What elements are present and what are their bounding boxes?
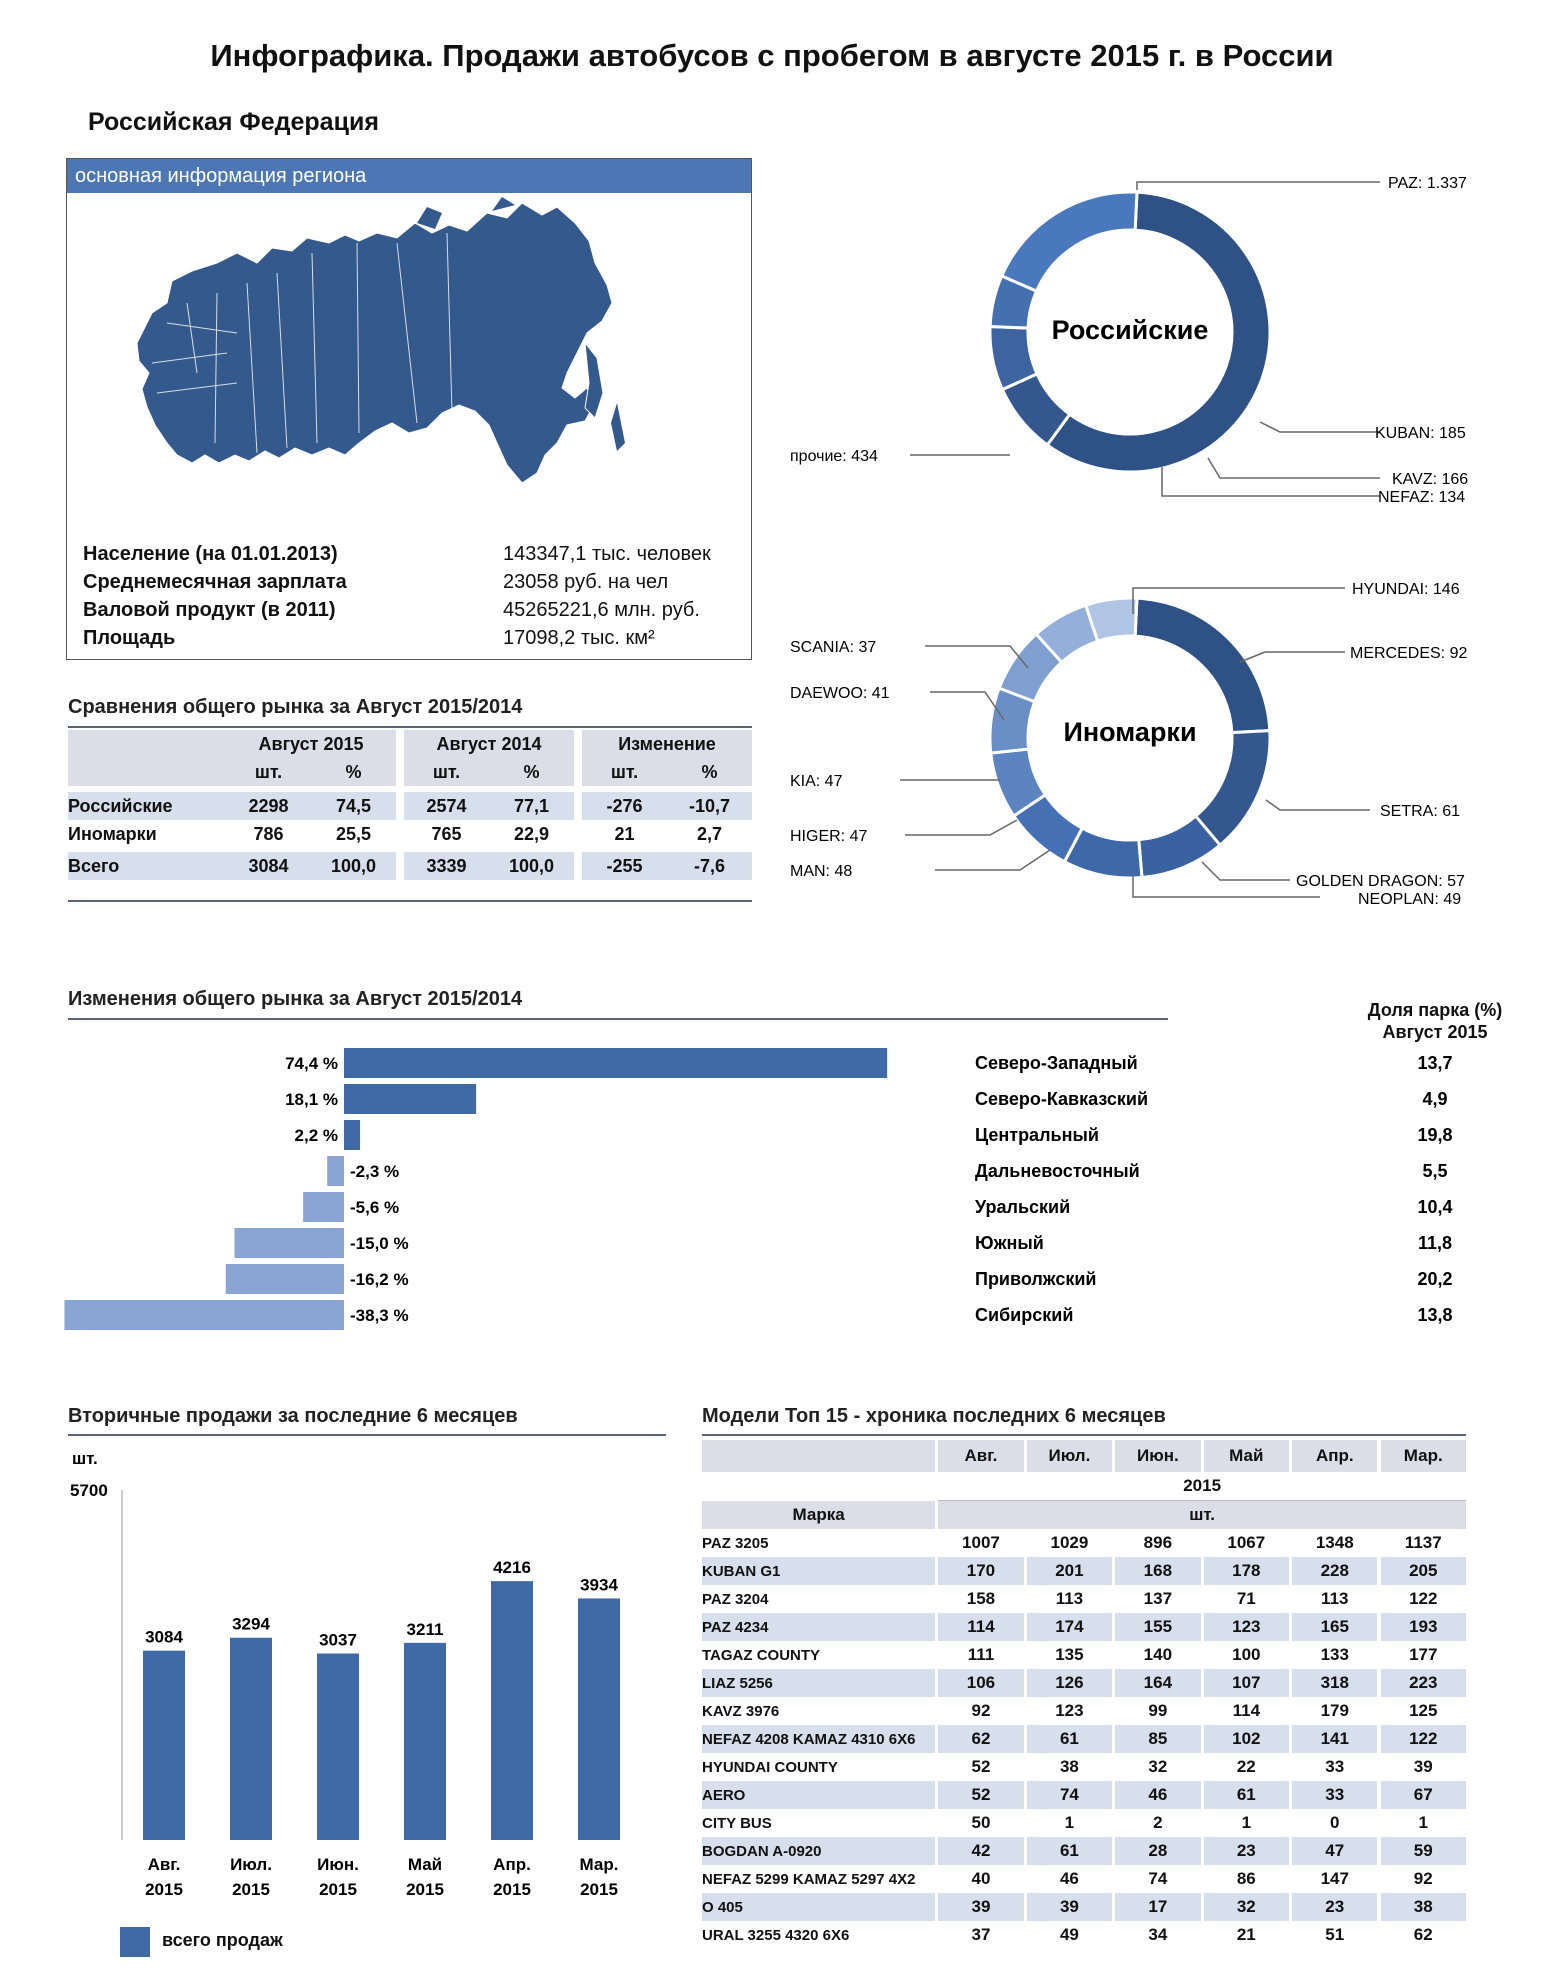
- top15-row: [702, 1529, 1466, 1557]
- comparison-cell: 3084: [248, 855, 289, 876]
- comparison-sub-pct: %: [701, 761, 718, 782]
- top15-cell: 17: [1115, 1893, 1200, 1921]
- top15-brand-header: Марка: [792, 1505, 845, 1524]
- top15-cell: 2: [1153, 1813, 1163, 1832]
- comparison-bottom-line: [68, 900, 752, 902]
- top15-cell: 205: [1381, 1557, 1467, 1585]
- top15-cell: 61: [1027, 1725, 1112, 1753]
- donut-label-kia: KIA: 47: [790, 773, 843, 790]
- top15-cell: 113: [1321, 1589, 1349, 1608]
- comparison-row: [68, 820, 752, 848]
- top15-cell: 133: [1320, 1645, 1349, 1664]
- donut-label-higer: HIGER: 47: [790, 828, 868, 845]
- top15-month: Май: [1229, 1446, 1264, 1465]
- top15-cell: 140: [1143, 1645, 1173, 1664]
- donut-label-setra: SETRA: 61: [1380, 803, 1461, 820]
- leader-line: [1202, 862, 1290, 880]
- top15-cell: 49: [1059, 1925, 1079, 1944]
- comparison-cell: 2298: [248, 795, 289, 816]
- comparison-cell: 25,5: [335, 823, 372, 844]
- donut-russian: [780, 170, 1520, 530]
- sales-year-label: 2015: [319, 1880, 357, 1899]
- top15-cell: 0: [1330, 1813, 1340, 1832]
- region-bar: [344, 1048, 887, 1078]
- top15-cell: 137: [1143, 1589, 1173, 1608]
- top15-cell: 42: [938, 1837, 1023, 1865]
- top15-cell: 201: [1027, 1557, 1112, 1585]
- top15-cell: 135: [1055, 1645, 1084, 1664]
- legend-label: всего продаж: [162, 1930, 283, 1950]
- top15-cell: 107: [1204, 1669, 1289, 1697]
- donut-label-nefaz: NEFAZ: 134: [1378, 489, 1466, 506]
- region-share: 13,8: [1417, 1305, 1453, 1325]
- region-name: Северо-Кавказский: [975, 1089, 1149, 1109]
- info-label-area: Площадь: [83, 627, 176, 649]
- region-bar-label: 18,1 %: [285, 1090, 338, 1109]
- comparison-group-change: Изменение: [618, 733, 716, 754]
- top15-cell: 61: [1027, 1837, 1112, 1865]
- comparison-sub-pct: %: [523, 761, 540, 782]
- comparison-divider: [68, 726, 752, 728]
- donut-slice: [1002, 192, 1137, 291]
- comparison-cell: 74,5: [335, 795, 372, 816]
- top15-row: [702, 1865, 1466, 1893]
- top15-cell: 193: [1381, 1613, 1467, 1641]
- top15-cell: 170: [938, 1557, 1023, 1585]
- sales-month-label: Апр.: [493, 1855, 531, 1874]
- top15-row: [702, 1641, 1466, 1669]
- top15-cell: 114: [938, 1613, 1023, 1641]
- sales-value-label: 3934: [580, 1575, 618, 1595]
- top15-cell: 896: [1143, 1533, 1173, 1552]
- donut-label-golden-dragon: GOLDEN DRAGON: 57: [1296, 873, 1465, 890]
- comparison-cell: 100,0: [508, 855, 555, 876]
- donut-label-paz: PAZ: 1.337: [1388, 175, 1467, 192]
- regional-bar-chart: [60, 1040, 1530, 1340]
- info-value-population: 143347,1 тыс. человек: [503, 543, 711, 565]
- sales-year-label: 2015: [493, 1880, 531, 1899]
- region-title: Российская Федерация: [88, 108, 379, 136]
- top15-cell: 40: [971, 1869, 991, 1888]
- sales-y-tick: 5700: [70, 1481, 108, 1500]
- top15-cell: 100: [1232, 1645, 1261, 1664]
- donut-label-other: прочие: 434: [790, 448, 878, 465]
- donut-label-daewoo: DAEWOO: 41: [790, 685, 890, 702]
- sales-bar: [491, 1581, 533, 1840]
- sales-bar: [317, 1654, 359, 1840]
- region-bar-label: -38,3 %: [350, 1306, 409, 1325]
- donut-imports-center: Иномарки: [1063, 717, 1197, 747]
- top15-cell: 158: [966, 1589, 996, 1608]
- region-share: 13,7: [1417, 1053, 1453, 1073]
- top15-cell: 164: [1115, 1669, 1200, 1697]
- top15-cell: 47: [1292, 1837, 1377, 1865]
- top15-cell: 46: [1059, 1869, 1079, 1888]
- comparison-cell: 2574: [426, 795, 467, 816]
- sales-title: Вторичные продажи за последние 6 месяцев: [68, 1405, 518, 1427]
- sales-bar: [578, 1598, 620, 1840]
- leader-line: [1162, 467, 1380, 496]
- top15-cell: 113: [1055, 1589, 1084, 1608]
- sales-month-label: Мар.: [579, 1855, 619, 1874]
- region-bar: [327, 1156, 344, 1186]
- sales-y-label: шт.: [72, 1449, 98, 1468]
- top15-cell: 86: [1236, 1869, 1256, 1888]
- top15-cell: 178: [1204, 1557, 1289, 1585]
- sales-value-label: 4216: [493, 1558, 531, 1578]
- top15-row: [702, 1585, 1466, 1613]
- comparison-row-label: Всего: [68, 855, 120, 876]
- top15-table: [702, 1440, 1466, 1949]
- comparison-cell: 22,9: [513, 823, 550, 844]
- top15-cell: 147: [1320, 1869, 1349, 1888]
- top15-cell: 74: [1148, 1869, 1168, 1888]
- top15-cell: 223: [1381, 1669, 1467, 1697]
- donut-label-neoplan: NEOPLAN: 49: [1358, 891, 1462, 908]
- info-label-salary: Среднемесячная зарплата: [83, 571, 347, 593]
- top15-row: [702, 1669, 1466, 1697]
- top15-cell: 52: [971, 1757, 991, 1776]
- top15-cell: 39: [1413, 1757, 1433, 1776]
- legend-swatch: [120, 1927, 150, 1957]
- top15-cell: 33: [1325, 1757, 1345, 1776]
- region-name: Сибирский: [975, 1305, 1074, 1325]
- sales-bar: [230, 1638, 272, 1840]
- top15-title: Модели Топ 15 - хроника последних 6 месяцев: [702, 1405, 1166, 1427]
- region-bar: [303, 1192, 344, 1222]
- top15-cell: 318: [1292, 1669, 1377, 1697]
- comparison-cell: 786: [253, 823, 284, 844]
- top15-row: [702, 1725, 1466, 1753]
- comparison-cell: -10,7: [688, 795, 731, 816]
- comparison-sub-units: шт.: [254, 761, 283, 782]
- top15-row: [702, 1893, 1466, 1921]
- top15-year: 2015: [938, 1472, 1466, 1501]
- top15-row: [702, 1837, 1466, 1865]
- comparison-cell: 2,7: [696, 823, 723, 844]
- top15-brand: HYUNDAI COUNTY: [702, 1758, 838, 1776]
- leader-line: [1208, 458, 1380, 478]
- region-share: 11,8: [1417, 1233, 1453, 1253]
- top15-cell: 99: [1148, 1701, 1168, 1720]
- top15-cell: 50: [971, 1813, 991, 1832]
- leader-line: [1260, 422, 1380, 432]
- sales-value-label: 3211: [406, 1619, 444, 1639]
- comparison-cell: 21: [614, 823, 635, 844]
- top15-cell: 67: [1381, 1781, 1467, 1809]
- donut-russian-center: Российские: [1051, 315, 1209, 345]
- top15-cell: 22: [1236, 1757, 1256, 1776]
- donut-label-hyundai: HYUNDAI: 146: [1352, 581, 1460, 598]
- leader-line: [1137, 182, 1380, 190]
- comparison-cell: -255: [606, 855, 643, 876]
- top15-brand: PAZ 3205: [702, 1534, 769, 1552]
- regional-title: Изменения общего рынка за Август 2015/2014: [68, 988, 523, 1010]
- comparison-group-2015: Август 2015: [258, 733, 364, 754]
- comparison-cell: 3339: [426, 855, 467, 876]
- leader-line: [1240, 652, 1345, 662]
- top15-month: Авг.: [964, 1446, 998, 1465]
- top15-brand: O 405: [702, 1893, 935, 1921]
- regional-divider: [68, 1018, 1168, 1020]
- top15-cell: 1029: [1050, 1533, 1089, 1552]
- sales-year-label: 2015: [145, 1880, 183, 1899]
- info-label-gdp: Валовой продукт (в 2011): [83, 599, 336, 621]
- top15-cell: 51: [1325, 1925, 1345, 1944]
- comparison-row-label: Иномарки: [68, 823, 157, 844]
- comparison-sub-units: шт.: [610, 761, 639, 782]
- region-bar-label: 74,4 %: [285, 1054, 338, 1073]
- page-title: Инфографика. Продажи автобусов с пробегом в августе 2015 г. в России: [210, 38, 1334, 73]
- donut-slice: [1135, 598, 1270, 732]
- top15-cell: 168: [1115, 1557, 1200, 1585]
- comparison-row-label: Российские: [68, 795, 173, 816]
- top15-cell: 106: [938, 1669, 1023, 1697]
- top15-cell: 1137: [1404, 1533, 1442, 1552]
- info-value-gdp: 45265221,6 млн. руб.: [503, 599, 700, 621]
- top15-cell: 71: [1236, 1589, 1256, 1608]
- top15-brand: URAL 3255 4320 6X6: [702, 1926, 850, 1944]
- region-share: 4,9: [1422, 1089, 1448, 1109]
- sales-bar: [404, 1643, 446, 1840]
- top15-cell: 32: [1148, 1757, 1168, 1776]
- top15-row: [702, 1697, 1466, 1725]
- leader-line: [905, 820, 1017, 835]
- comparison-title: Сравнения общего рынка за Август 2015/2014: [68, 696, 523, 718]
- top15-cell: 74: [1027, 1781, 1112, 1809]
- top15-cell: 61: [1204, 1781, 1289, 1809]
- comparison-cell: -7,6: [693, 855, 726, 876]
- region-share: 19,8: [1417, 1125, 1453, 1145]
- comparison-sub-pct: %: [345, 761, 362, 782]
- top15-cell: 34: [1148, 1925, 1168, 1944]
- top15-cell: 177: [1409, 1645, 1438, 1664]
- top15-cell: 59: [1381, 1837, 1467, 1865]
- top15-row: [702, 1753, 1466, 1781]
- top15-cell: 21: [1236, 1925, 1256, 1944]
- top15-row: [702, 1781, 1466, 1809]
- top15-cell: 122: [1409, 1589, 1438, 1608]
- region-name: Приволжский: [975, 1269, 1097, 1289]
- donut-imports: [780, 570, 1520, 920]
- top15-cell: 39: [938, 1893, 1023, 1921]
- region-bar-label: 2,2 %: [294, 1126, 338, 1145]
- top15-divider: [702, 1434, 1466, 1436]
- region-bar: [344, 1084, 476, 1114]
- leader-line: [1133, 875, 1320, 897]
- region-share: 20,2: [1417, 1269, 1453, 1289]
- top15-cell: 92: [1413, 1869, 1433, 1888]
- top15-cell: 125: [1409, 1701, 1438, 1720]
- top15-row: [702, 1809, 1466, 1837]
- sales-bar: [143, 1651, 185, 1840]
- top15-cell: 28: [1115, 1837, 1200, 1865]
- top15-cell: 1: [1418, 1813, 1428, 1832]
- top15-month: Июл.: [1048, 1446, 1091, 1465]
- info-value-salary: 23058 руб. на чел: [503, 571, 669, 593]
- top15-cell: 46: [1115, 1781, 1200, 1809]
- donut-label-mercedes: MERCEDES: 92: [1350, 645, 1468, 662]
- region-name: Дальневосточный: [975, 1161, 1140, 1181]
- top15-cell: 1067: [1227, 1533, 1266, 1552]
- top15-cell: 228: [1292, 1557, 1377, 1585]
- comparison-table: [68, 730, 752, 880]
- top15-cell: 38: [1381, 1893, 1467, 1921]
- region-name: Северо-Западный: [975, 1053, 1138, 1073]
- region-name: Южный: [975, 1233, 1044, 1253]
- comparison-group-2014: Август 2014: [436, 733, 542, 754]
- region-bar: [226, 1264, 344, 1294]
- donut-label-man: MAN: 48: [790, 863, 853, 880]
- region-bar-label: -16,2 %: [350, 1270, 409, 1289]
- sales-value-label: 3084: [145, 1627, 183, 1647]
- top15-row: [702, 1557, 1466, 1585]
- top15-row: [702, 1613, 1466, 1641]
- region-bar-label: -15,0 %: [350, 1234, 409, 1253]
- top15-cell: 1: [1064, 1813, 1075, 1832]
- region-bar: [64, 1300, 344, 1330]
- sales-month-label: Авг.: [147, 1855, 181, 1874]
- comparison-row: [68, 792, 752, 820]
- comparison-row: [68, 852, 752, 880]
- share-title: Доля парка (%): [1367, 1000, 1503, 1020]
- top15-month: Мар.: [1403, 1446, 1443, 1465]
- top15-brand: PAZ 3204: [702, 1590, 769, 1608]
- comparison-cell: 77,1: [513, 795, 550, 816]
- russia-map-icon: [97, 193, 737, 533]
- top15-cell: 38: [1059, 1757, 1079, 1776]
- sales-year-label: 2015: [580, 1880, 618, 1899]
- leader-line: [935, 850, 1050, 870]
- top15-brand: CITY BUS: [702, 1814, 772, 1832]
- top15-cell: 123: [1055, 1701, 1084, 1720]
- top15-cell: 33: [1292, 1781, 1377, 1809]
- sales-divider: [68, 1434, 666, 1436]
- top15-cell: 1: [1241, 1813, 1252, 1832]
- region-name: Уральский: [975, 1197, 1071, 1217]
- donut-label-kuban: KUBAN: 185: [1375, 425, 1466, 442]
- region-name: Центральный: [975, 1125, 1099, 1145]
- top15-cell: 1348: [1315, 1533, 1354, 1552]
- sales-value-label: 3037: [319, 1630, 357, 1650]
- region-bar-label: -5,6 %: [350, 1198, 400, 1217]
- region-bar: [235, 1228, 345, 1258]
- region-share: 10,4: [1417, 1197, 1453, 1217]
- comparison-cell: 100,0: [330, 855, 377, 876]
- top15-brand: NEFAZ 5299 KAMAZ 5297 4X2: [702, 1870, 916, 1888]
- leader-line: [1266, 800, 1370, 810]
- top15-cell: 141: [1292, 1725, 1377, 1753]
- top15-month: Июн.: [1136, 1446, 1179, 1465]
- region-bar: [344, 1120, 360, 1150]
- comparison-sub-units: шт.: [432, 761, 461, 782]
- top15-brand: KAVZ 3976: [702, 1702, 780, 1720]
- region-info-header: основная информация региона: [67, 159, 751, 193]
- top15-brand: KUBAN G1: [702, 1557, 935, 1585]
- top15-brand: LIAZ 5256: [702, 1669, 935, 1697]
- sales-month-label: Июн.: [317, 1855, 359, 1874]
- comparison-cell: 765: [431, 823, 462, 844]
- top15-brand: AERO: [702, 1781, 935, 1809]
- sales-bar-chart: [60, 1440, 670, 1910]
- top15-brand: TAGAZ COUNTY: [702, 1646, 821, 1664]
- top15-row: [702, 1921, 1466, 1949]
- sales-month-label: Май: [407, 1855, 443, 1874]
- top15-brand: PAZ 4234: [702, 1613, 935, 1641]
- share-subtitle: Август 2015: [1382, 1022, 1488, 1042]
- top15-cell: 62: [938, 1725, 1023, 1753]
- top15-cell: 92: [971, 1701, 991, 1720]
- sales-month-label: Июл.: [230, 1855, 272, 1874]
- donut-label-kavz: KAVZ: 166: [1392, 471, 1469, 488]
- info-value-area: 17098,2 тыс. км²: [503, 627, 655, 649]
- top15-cell: 85: [1115, 1725, 1200, 1753]
- top15-cell: 102: [1204, 1725, 1289, 1753]
- top15-cell: 23: [1204, 1837, 1289, 1865]
- top15-cell: 165: [1292, 1613, 1377, 1641]
- region-bar-label: -2,3 %: [350, 1162, 400, 1181]
- top15-cell: 52: [938, 1781, 1023, 1809]
- top15-cell: 111: [967, 1645, 995, 1664]
- top15-cell: 1007: [962, 1533, 1000, 1552]
- top15-cell: 174: [1027, 1613, 1112, 1641]
- top15-brand: BOGDAN A-0920: [702, 1837, 935, 1865]
- info-label-population: Население (на 01.01.2013): [83, 543, 338, 565]
- top15-cell: 37: [971, 1925, 991, 1944]
- top15-cell: 62: [1413, 1925, 1433, 1944]
- top15-cell: 123: [1204, 1613, 1289, 1641]
- donut-label-scania: SCANIA: 37: [790, 639, 877, 656]
- top15-cell: 126: [1027, 1669, 1112, 1697]
- top15-cell: 39: [1027, 1893, 1112, 1921]
- top15-cell: 114: [1232, 1701, 1261, 1720]
- top15-cell: 32: [1204, 1893, 1289, 1921]
- top15-cell: 122: [1381, 1725, 1467, 1753]
- sales-year-label: 2015: [406, 1880, 444, 1899]
- comparison-cell: -276: [606, 795, 643, 816]
- top15-cell: 155: [1115, 1613, 1200, 1641]
- top15-brand: NEFAZ 4208 KAMAZ 4310 6X6: [702, 1725, 935, 1753]
- top15-month: Апр.: [1315, 1446, 1354, 1465]
- sales-year-label: 2015: [232, 1880, 270, 1899]
- sales-value-label: 3294: [232, 1614, 270, 1634]
- region-info-box: [66, 158, 752, 660]
- top15-unit: шт.: [1189, 1505, 1215, 1524]
- top15-cell: 179: [1320, 1701, 1349, 1720]
- top15-cell: 23: [1292, 1893, 1377, 1921]
- region-share: 5,5: [1422, 1161, 1448, 1181]
